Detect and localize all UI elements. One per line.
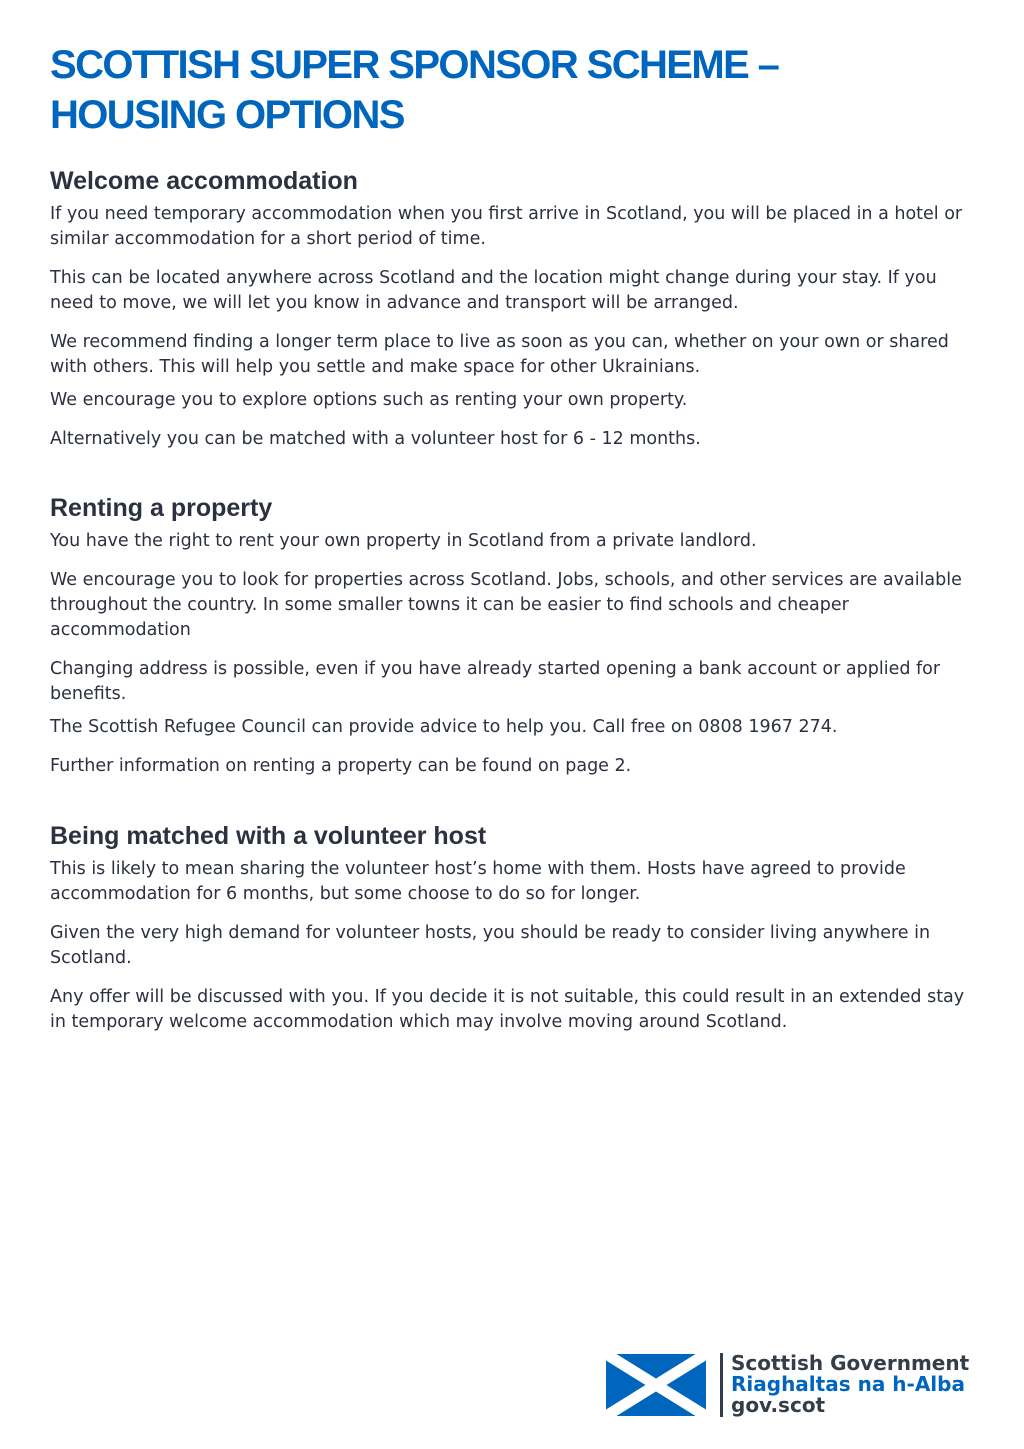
paragraph: Further information on renting a property can be found on page 2. [50,756,632,776]
paragraph: If you need temporary accommodation when you first arrive in Scotland, you will be placed in a hotel or similar accommodation for a short period of time. [50,204,963,249]
section-heading: Welcome accommodation [50,167,358,195]
paragraph: The Scottish Refugee Council can provide advice to help you. Call free on 0808 1967 274. [50,717,838,737]
saltire-flag-icon [606,1354,706,1416]
paragraph: This is likely to mean sharing the volunteer host’s home with them. Hosts have agreed to provide accommodation for 6 months, but some choose to do so for longer. [50,859,906,904]
page-title-line-2: HOUSING OPTIONS [50,93,404,137]
logo-line-gaelic: Riaghaltas na h-Alba [731,1372,965,1396]
section-heading: Being matched with a volunteer host [50,822,487,850]
paragraph: Alternatively you can be matched with a volunteer host for 6 - 12 months. [50,429,701,449]
logo-line-english: Scottish Government [731,1351,970,1375]
paragraph: You have the right to rent your own property in Scotland from a private landlord. [50,531,757,551]
logo-text [731,1353,969,1416]
section-volunteer-host [50,821,980,1035]
section-renting-a-property [50,493,980,779]
paragraph: This can be located anywhere across Scotland and the location might change during your stay. If you need to move, we will let you know in advance and transport will be arranged. [50,268,937,313]
scottish-government-logo [606,1353,976,1417]
logo-line-website: gov.scot [731,1393,826,1417]
paragraph: We encourage you to look for properties across Scotland. Jobs, schools, and other services are available throughout the country. In some smaller towns it can be easier to find schools and cheaper accommodation [50,570,962,640]
section-welcome-accommodation [50,166,980,452]
logo-divider [720,1353,723,1417]
document-page [50,40,980,1049]
paragraph: We recommend finding a longer term place to live as soon as you can, whether on your own or shared with others. This will help you settle and make space for other Ukrainians. [50,332,949,377]
paragraph: Given the very high demand for volunteer hosts, you should be ready to consider living anywhere in Scotland. [50,923,931,968]
section-heading: Renting a property [50,494,273,522]
paragraph: We encourage you to explore options such as renting your own property. [50,390,688,410]
paragraph: Changing address is possible, even if you have already started opening a bank account or applied for benefits. [50,659,941,704]
page-title-line-1: SCOTTISH SUPER SPONSOR SCHEME – [50,43,779,87]
page-title [50,40,980,140]
paragraph: Any offer will be discussed with you. If you decide it is not suitable, this could result in an extended stay in temporary welcome accommodation which may involve moving around Scotland. [50,987,965,1032]
